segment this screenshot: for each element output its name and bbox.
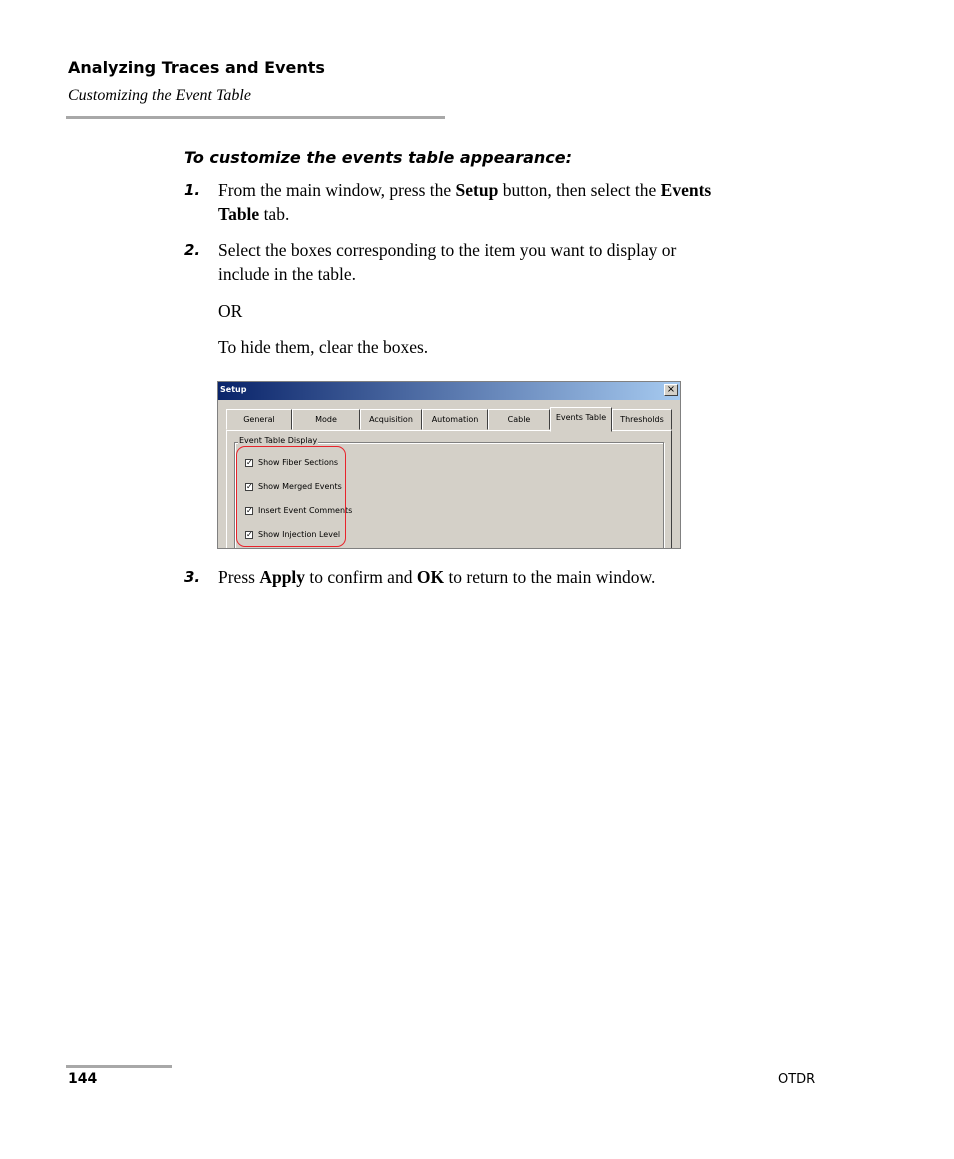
tab-mode[interactable]: Mode (292, 409, 360, 430)
apply-term: Apply (259, 567, 306, 587)
tab-events-table[interactable]: Events Table (550, 407, 612, 432)
step-text: From the main window, press the (218, 180, 456, 200)
product-name: OTDR (778, 1072, 816, 1087)
step-number: 2. (184, 241, 201, 259)
step-2-text (218, 238, 828, 286)
step-text: Press (218, 567, 260, 587)
ok-term: OK (416, 567, 445, 587)
dialog-title: Setup (220, 385, 247, 394)
hide-text: To hide them, clear the boxes. (218, 337, 429, 357)
step-1-text (218, 178, 828, 226)
tab-cable[interactable]: Cable (488, 409, 550, 430)
checkbox-checked-icon[interactable]: ✓ (246, 505, 253, 515)
checkbox-checked-icon[interactable]: ✓ (246, 457, 253, 467)
group-label: Event Table Display (239, 436, 318, 445)
step-number: 1. (184, 181, 201, 199)
page-number: 144 (68, 1071, 98, 1087)
checkbox-highlight (236, 446, 346, 547)
section-title: Customizing the Event Table (68, 87, 251, 104)
step-3-text (218, 565, 828, 589)
header-rule (66, 116, 445, 119)
close-icon[interactable]: × (664, 384, 678, 396)
tab-automation[interactable]: Automation (422, 409, 488, 430)
checkbox-label: Show Merged Events (258, 482, 342, 491)
checkbox-label: Insert Event Comments (258, 506, 353, 515)
checkbox-checked-icon[interactable]: ✓ (246, 481, 253, 491)
step-text: to confirm and (305, 567, 417, 587)
step-number: 3. (184, 568, 201, 586)
step-text: include in the table. (218, 264, 357, 284)
footer-rule (66, 1065, 172, 1068)
step-text: tab. (259, 204, 290, 224)
step-text: button, then select the (498, 180, 661, 200)
checkbox-label: Show Fiber Sections (258, 458, 339, 467)
tab-thresholds[interactable]: Thresholds (612, 409, 672, 430)
checkbox-label: Show Injection Level (258, 530, 341, 539)
dialog-titlebar (218, 382, 680, 400)
tab-general[interactable]: General (226, 409, 292, 430)
events-term: Events (660, 180, 712, 200)
checkbox-checked-icon[interactable]: ✓ (246, 529, 253, 539)
step-text: Select the boxes corresponding to the item you want to display or (218, 240, 677, 260)
tab-acquisition[interactable]: Acquisition (360, 409, 422, 430)
procedure-title: To customize the events table appearance: (184, 148, 573, 167)
step-text: to return to the main window. (444, 567, 656, 587)
or-text: OR (218, 301, 243, 321)
table-term: Table (218, 204, 260, 224)
chapter-title: Analyzing Traces and Events (68, 58, 325, 77)
setup-term: Setup (455, 180, 499, 200)
